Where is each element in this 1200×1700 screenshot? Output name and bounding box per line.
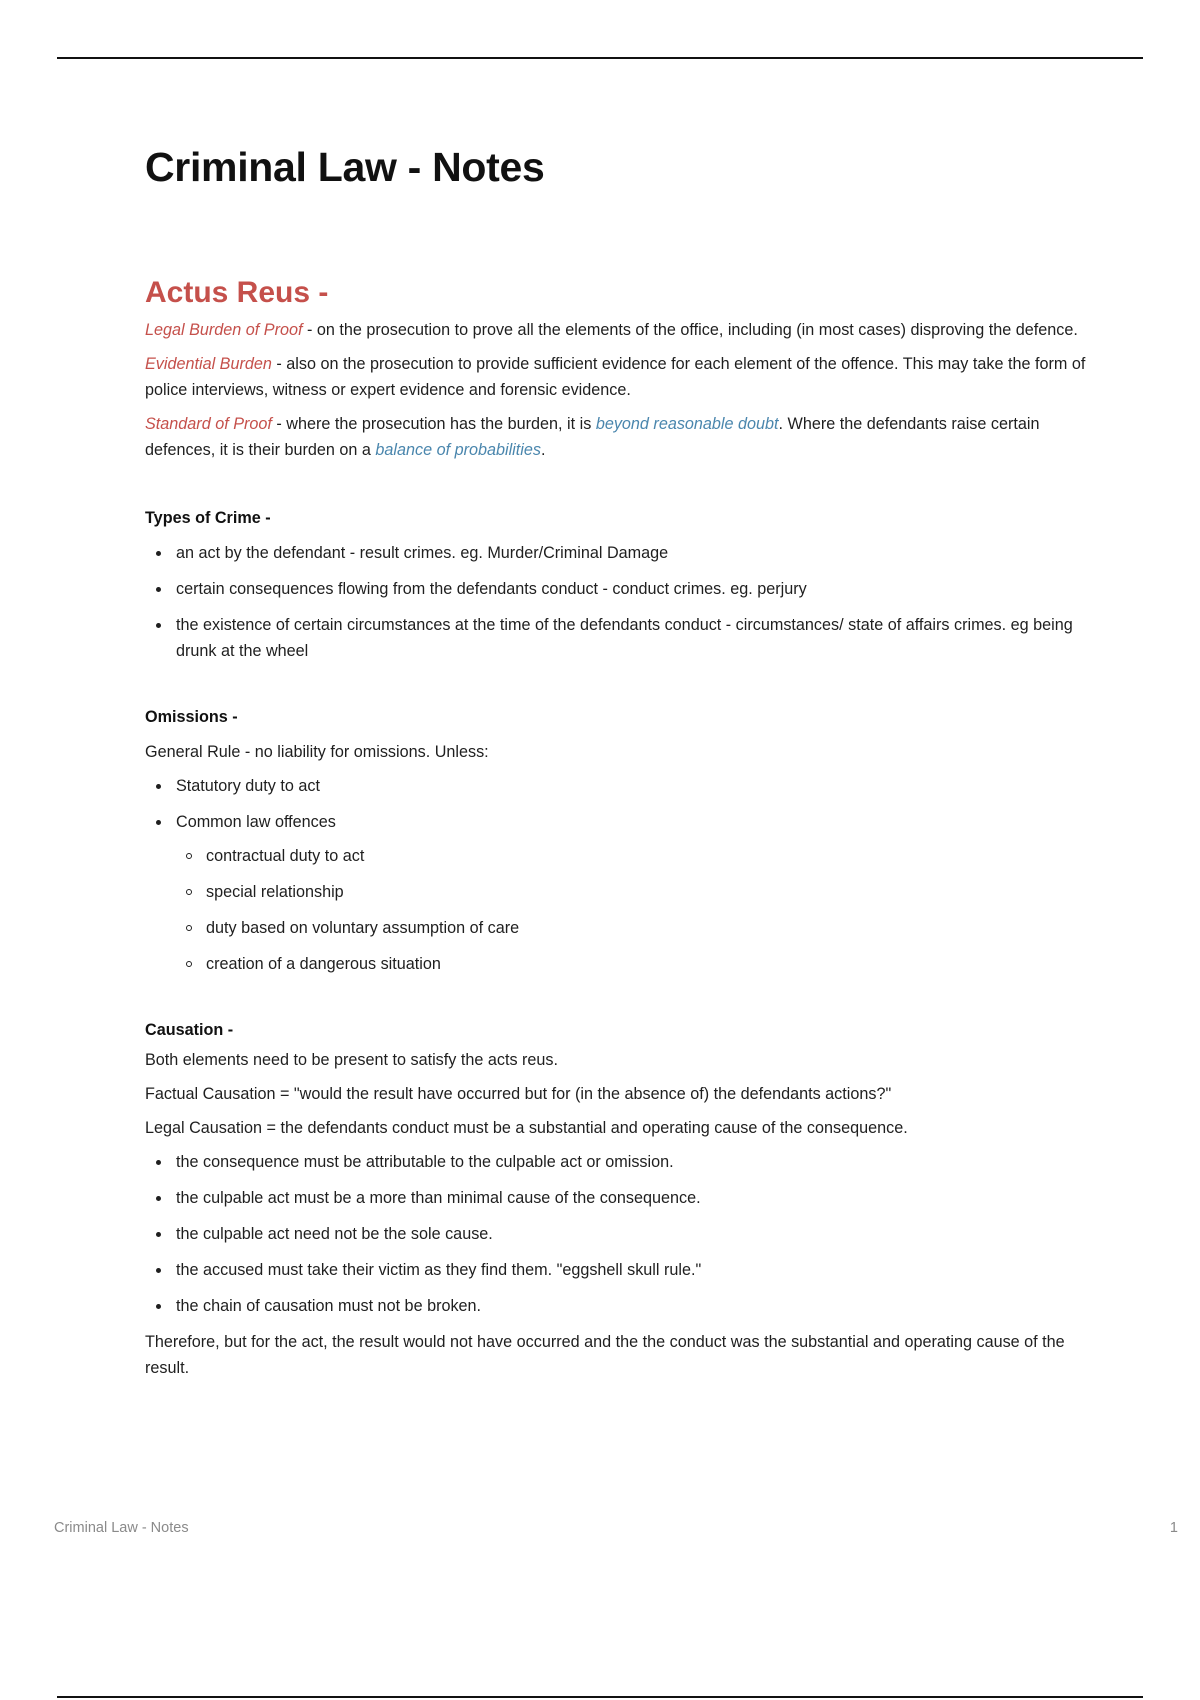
list-item: the existence of certain circumstances at the time of the defendants conduct - circumstances/ state of affairs crimes. eg being drunk at the wheel xyxy=(145,612,1095,664)
list-item: the culpable act must be a more than minimal cause of the consequence. xyxy=(145,1185,1095,1211)
sub-list-item xyxy=(145,879,1095,905)
omissions-heading: Omissions - xyxy=(145,708,238,726)
evidential-burden-paragraph xyxy=(145,351,1095,403)
evidential-burden-term: Evidential Burden xyxy=(145,355,272,373)
standard-of-proof-paragraph xyxy=(145,411,1095,463)
omissions-list xyxy=(145,773,1095,977)
causation-heading: Causation - xyxy=(145,1021,234,1039)
document-title: Criminal Law - Notes xyxy=(145,144,545,190)
causation-conclusion: Therefore, but for the act, the result would not have occurred and the the conduct was the substantial and operating cause of the result. xyxy=(145,1333,1065,1377)
types-of-crime-heading: Types of Crime - xyxy=(145,509,271,527)
common-law-offences-label: Common law offences xyxy=(176,813,336,831)
causation-section xyxy=(145,1017,1095,1381)
sub-list-item-text: creation of a dangerous situation xyxy=(206,955,441,973)
standard-of-proof-text-1: - where the prosecution has the burden, it is xyxy=(271,415,596,433)
list-item: an act by the defendant - result crimes. eg. Murder/Criminal Damage xyxy=(145,540,1095,566)
top-rule xyxy=(57,57,1143,59)
types-of-crime-list xyxy=(145,540,1095,664)
bottom-rule xyxy=(57,1696,1143,1698)
list-item: the consequence must be attributable to the culpable act or omission. xyxy=(145,1149,1095,1175)
sub-list-item xyxy=(145,951,1095,977)
standard-of-proof-term: Standard of Proof xyxy=(145,415,272,433)
sub-list-item-text: duty based on voluntary assumption of care xyxy=(206,919,520,937)
types-of-crime-section xyxy=(145,505,1095,664)
list-item xyxy=(145,809,1095,977)
omissions-intro: General Rule - no liability for omissions. Unless: xyxy=(145,743,489,761)
list-item: Statutory duty to act xyxy=(145,773,1095,799)
standard-of-proof-text-2: . Where the defendants raise certain defences, it is their burden on a xyxy=(145,415,1040,459)
legal-causation: Legal Causation = the defendants conduct must be a substantial and operating cause of the consequence. xyxy=(145,1119,908,1137)
page-number: 1 xyxy=(1169,1520,1178,1536)
sub-list-item xyxy=(145,843,1095,869)
list-item: the chain of causation must not be broken. xyxy=(145,1293,1095,1319)
sub-list-item xyxy=(145,915,1095,941)
list-item: the culpable act need not be the sole cause. xyxy=(145,1221,1095,1247)
page-content xyxy=(145,140,1095,1389)
causation-list xyxy=(145,1149,1095,1319)
balance-of-probabilities-term: balance of probabilities xyxy=(375,441,541,459)
legal-burden-paragraph xyxy=(145,317,1095,343)
omissions-section xyxy=(145,704,1095,977)
actus-reus-heading: Actus Reus - xyxy=(145,276,329,309)
sub-list-item-text: special relationship xyxy=(206,883,344,901)
footer-title: Criminal Law - Notes xyxy=(54,1520,189,1536)
list-item: the accused must take their victim as they find them. "eggshell skull rule." xyxy=(145,1257,1095,1283)
list-item: certain consequences flowing from the defendants conduct - conduct crimes. eg. perjury xyxy=(145,576,1095,602)
sub-list-item-text: contractual duty to act xyxy=(206,847,365,865)
causation-intro: Both elements need to be present to satisfy the acts reus. xyxy=(145,1051,559,1069)
legal-burden-term: Legal Burden of Proof xyxy=(145,321,303,339)
factual-causation: Factual Causation = "would the result have occurred but for (in the absence of) the defendants actions?" xyxy=(145,1085,892,1103)
standard-of-proof-text-3: . xyxy=(540,441,546,459)
legal-burden-text: - on the prosecution to prove all the elements of the office, including (in most cases) disproving the defence. xyxy=(302,321,1078,339)
evidential-burden-text: - also on the prosecution to provide sufficient evidence for each element of the offence. This may take the form of police interviews, witness or expert evidence and forensic evidence. xyxy=(145,355,1086,399)
common-law-sub-list xyxy=(145,843,1095,977)
beyond-reasonable-doubt-term: beyond reasonable doubt xyxy=(595,415,779,433)
